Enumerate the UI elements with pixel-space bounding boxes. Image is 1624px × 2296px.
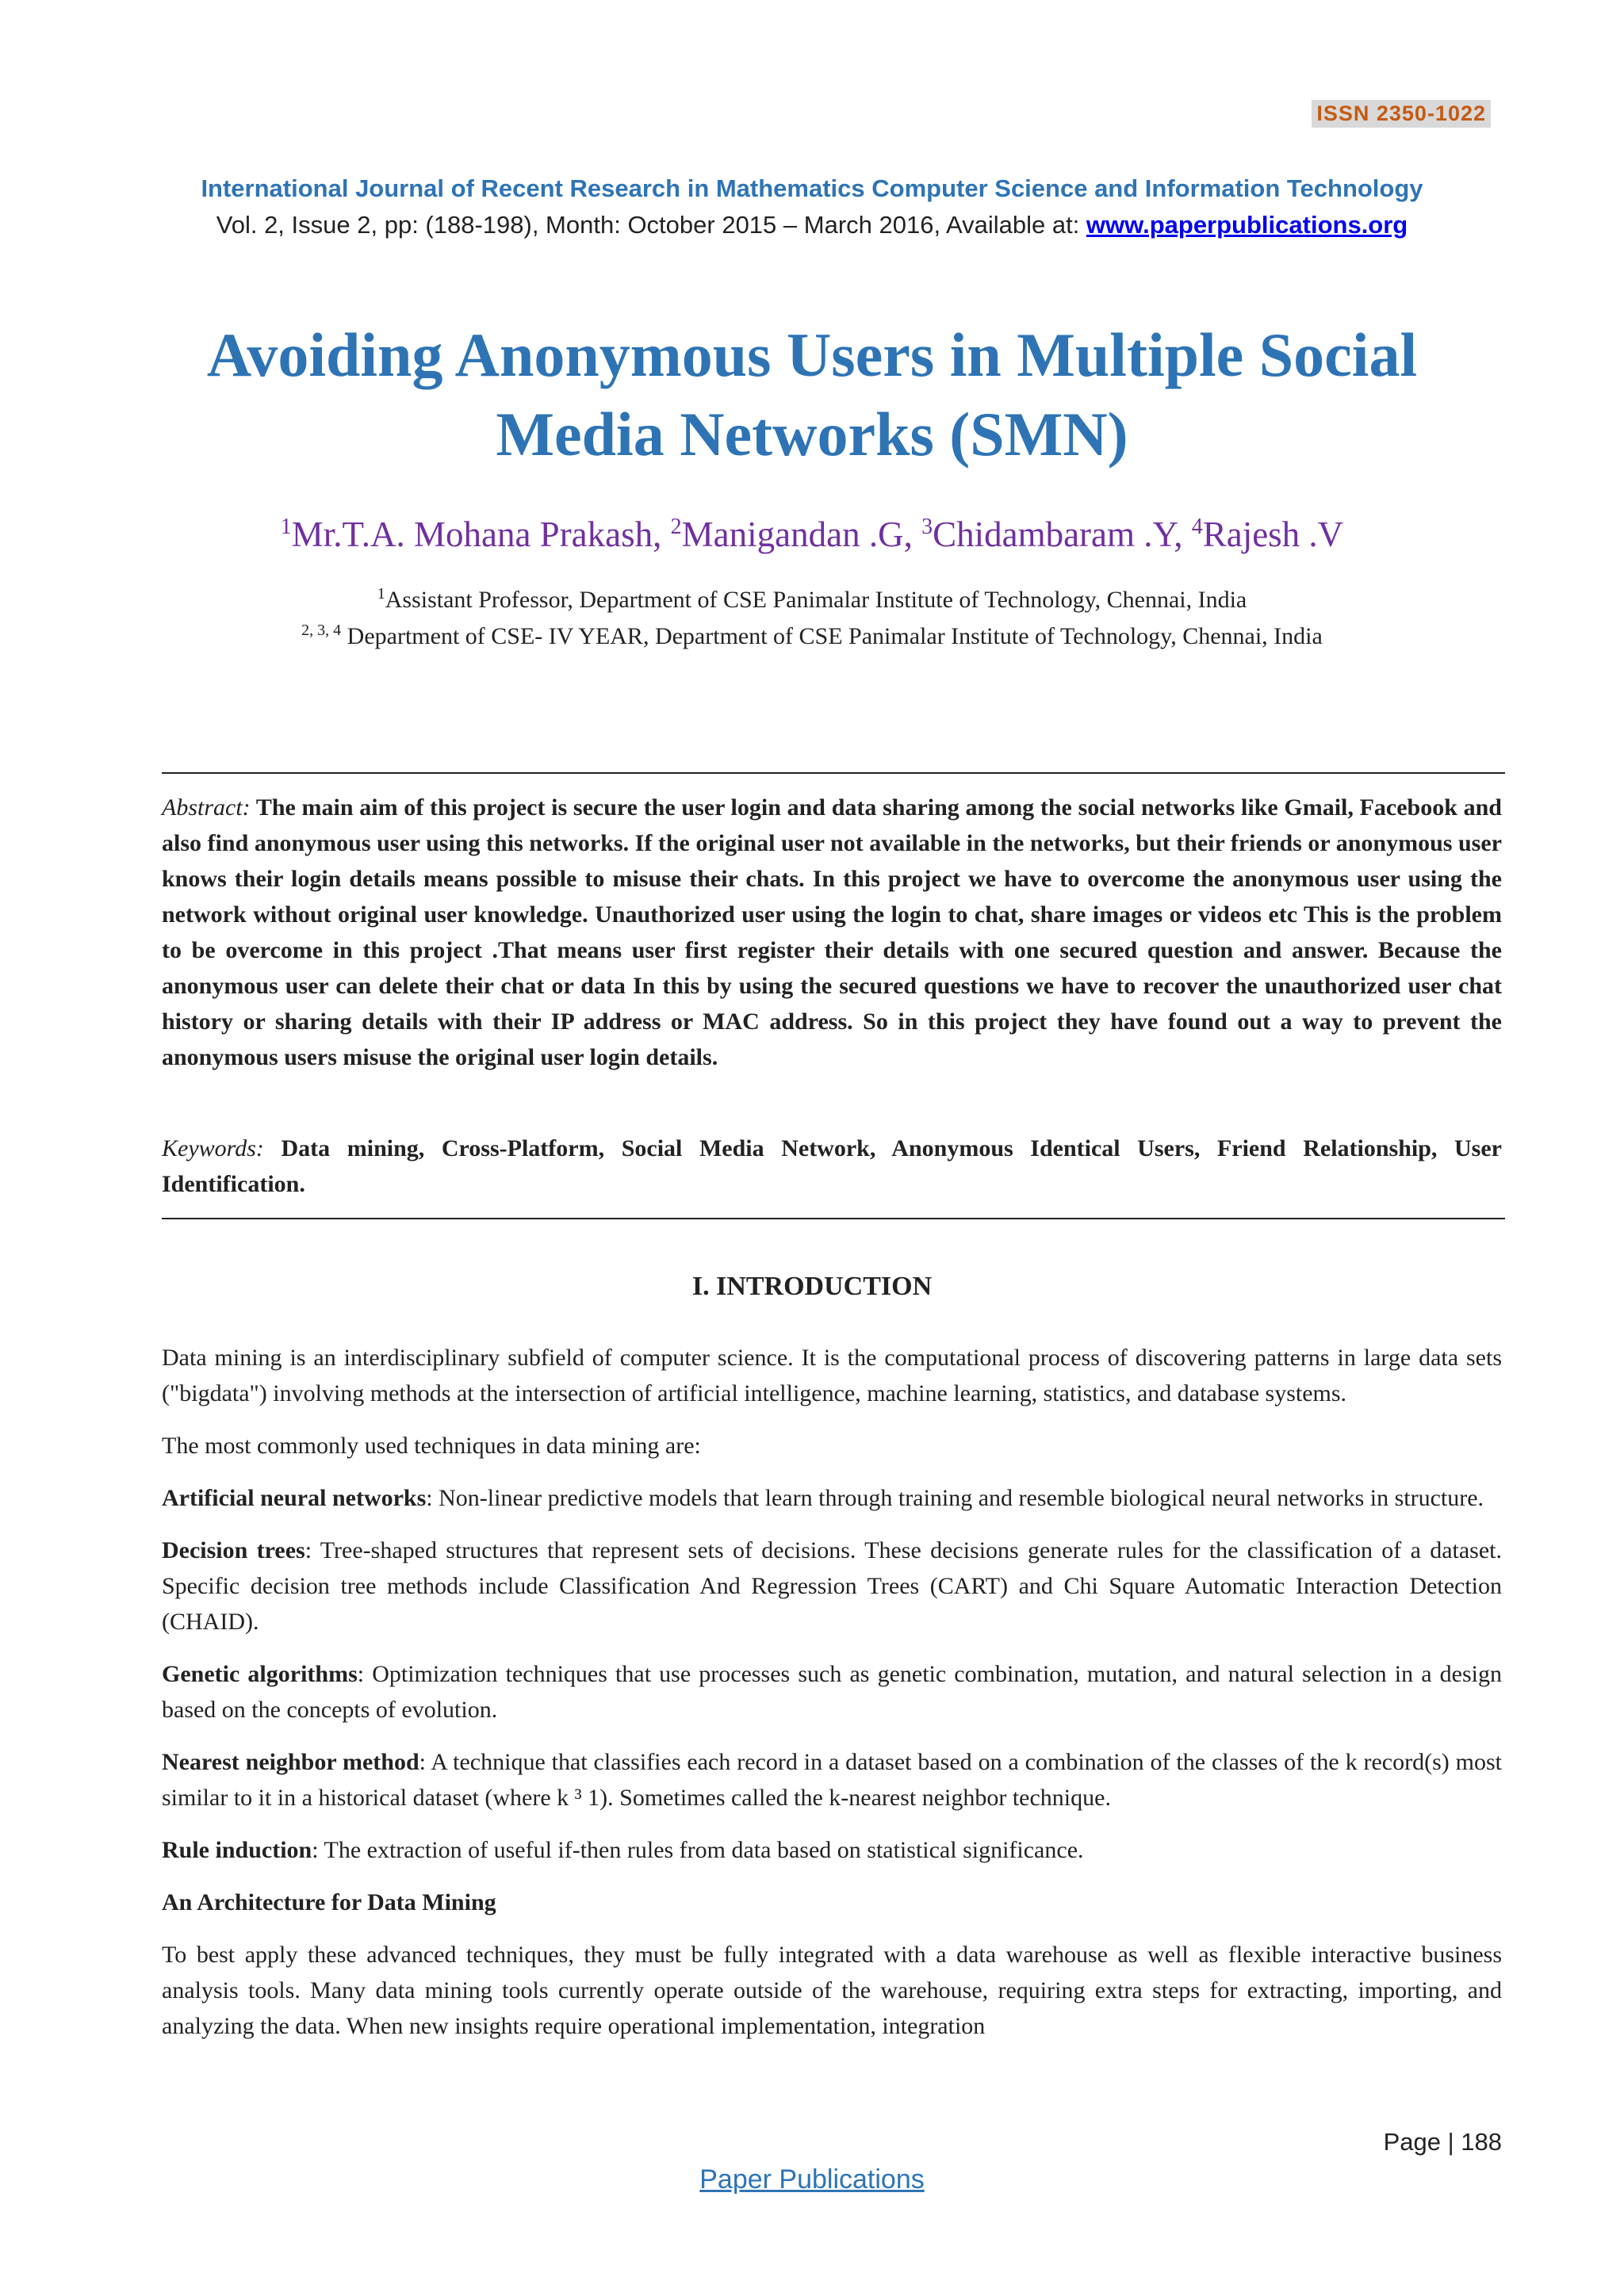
title-line-1: Avoiding Anonymous Users in Multiple Social	[206, 320, 1418, 389]
abstract-bottom-rule	[162, 1218, 1505, 1219]
term-nearest-neighbor: Nearest neighbor method	[162, 1749, 419, 1775]
text-genetic: : Optimization techniques that use processes such as genetic combination, mutation, and natural selection in a design based on the concepts of evolution.	[162, 1661, 1502, 1723]
abstract	[162, 790, 1502, 1075]
abstract-label: Abstract:	[162, 794, 251, 821]
author-2-sup: 2	[670, 515, 682, 539]
author-3-name: Chidambaram .Y,	[933, 515, 1192, 554]
term-decision-trees: Decision trees	[162, 1537, 305, 1563]
affiliation-2-sup: 2, 3, 4	[301, 622, 342, 639]
text-decision-trees: : Tree-shaped structures that represent sets of decisions. These decisions generate rules for the classification of a dataset. Specific decision tree methods include Classification And Regression Trees (CART) and Chi Square Automatic Interaction Detection (CHAID).	[162, 1537, 1502, 1635]
author-4-name: Rajesh .V	[1202, 515, 1344, 554]
paragraph-ann	[162, 1480, 1502, 1516]
subheading-architecture-text: An Architecture for Data Mining	[162, 1889, 496, 1915]
paragraph-rule-induction	[162, 1832, 1502, 1868]
paragraph-techniques: The most commonly used techniques in data mining are:	[162, 1433, 701, 1459]
term-rule-induction: Rule induction	[162, 1837, 312, 1863]
affiliation-1	[0, 585, 1624, 614]
affiliation-1-sup: 1	[377, 585, 385, 603]
text-rule-induction: : The extraction of useful if-then rules from data based on statistical significance.	[312, 1837, 1084, 1863]
subheading-architecture	[162, 1885, 1502, 1920]
text-ann: : Non-linear predictive models that learn through training and resemble biological neural networks in structure.	[426, 1485, 1484, 1511]
affiliation-1-text: Assistant Professor, Department of CSE Panimalar Institute of Technology, Chennai, India	[385, 587, 1247, 613]
paragraph-decision-trees	[162, 1533, 1502, 1640]
page-number: Page | 188	[1383, 2128, 1502, 2156]
paragraph-nearest-neighbor	[162, 1744, 1502, 1816]
title-line-2: Media Networks (SMN)	[496, 400, 1128, 469]
term-ann: Artificial neural networks	[162, 1485, 427, 1511]
publisher-link[interactable]: Paper Publications	[699, 2164, 925, 2195]
term-genetic: Genetic algorithms	[162, 1661, 358, 1687]
author-2-name: Manigandan .G,	[681, 515, 922, 554]
affiliation-2-text: Department of CSE- IV YEAR, Department of CSE Panimalar Institute of Technology, Chennai, India	[341, 623, 1323, 649]
abstract-text: The main aim of this project is secure the user login and data sharing among the social networks like Gmail, Facebook and also find anonymous user using this networks. If the original user not available in the networks, but their friends or anonymous user knows their login details means possible to misuse their chats. In this project we have to overcome the anonymous user using the network without original user knowledge. Unauthorized user using the login to chat, share images or videos etc This is the problem to be overcome in this project .That means user first register their details with one secured question and answer. Because the anonymous user can delete their chat or data In this by using the secured questions we have to recover the unauthorized user chat history or sharing details with their IP address or MAC address. So in this project they have found out a way to prevent the anonymous users misuse the original user login details.	[162, 794, 1502, 1070]
journal-name: International Journal of Recent Research in Mathematics Computer Science and Information Technology	[201, 174, 1423, 202]
footer	[0, 2164, 1624, 2195]
paragraph-genetic	[162, 1656, 1502, 1728]
body-text	[162, 1340, 1502, 2061]
author-1-name: Mr.T.A. Mohana Prakash,	[291, 515, 671, 554]
affiliation-2	[0, 622, 1624, 650]
keywords	[162, 1131, 1502, 1202]
section-heading-introduction: I. INTRODUCTION	[691, 1272, 933, 1301]
paragraph-architecture: To best apply these advanced techniques, they must be fully integrated with a data warehouse as well as flexible interactive business analysis tools. Many data mining tools currently operate outside of the warehouse, requiring extra steps for extracting, importing, and analyzing the data. When new insights require operational implementation, integration	[162, 1942, 1502, 2039]
website-link[interactable]: www.paperpublications.org	[1086, 211, 1408, 239]
volume-text: Vol. 2, Issue 2, pp: (188-198), Month: October 2015 – March 2016, Available at:	[216, 211, 1086, 239]
paper-title	[119, 316, 1505, 474]
text-nearest-neighbor: : A technique that classifies each record in a dataset based on a combination of the classes of the k record(s) most similar to it in a historical dataset (where k ³ 1). Sometimes called the k-nearest neighbor technique.	[162, 1749, 1502, 1811]
issn-badge: ISSN 2350-1022	[1312, 100, 1491, 128]
author-1-sup: 1	[280, 515, 292, 539]
keywords-label: Keywords:	[162, 1135, 264, 1161]
keywords-text: Data mining, Cross-Platform, Social Media Network, Anonymous Identical Users, Friend Relationship, User Identification.	[162, 1135, 1502, 1197]
volume-info	[0, 211, 1624, 239]
author-4-sup: 4	[1191, 515, 1203, 539]
author-3-sup: 3	[921, 515, 933, 539]
paragraph-intro: Data mining is an interdisciplinary subfield of computer science. It is the computational process of discovering patterns in large data sets ("bigdata") involving methods at the intersection of artificial intelligence, machine learning, statistics, and database systems.	[162, 1345, 1502, 1406]
author-list	[0, 514, 1624, 555]
abstract-top-rule	[162, 772, 1505, 774]
